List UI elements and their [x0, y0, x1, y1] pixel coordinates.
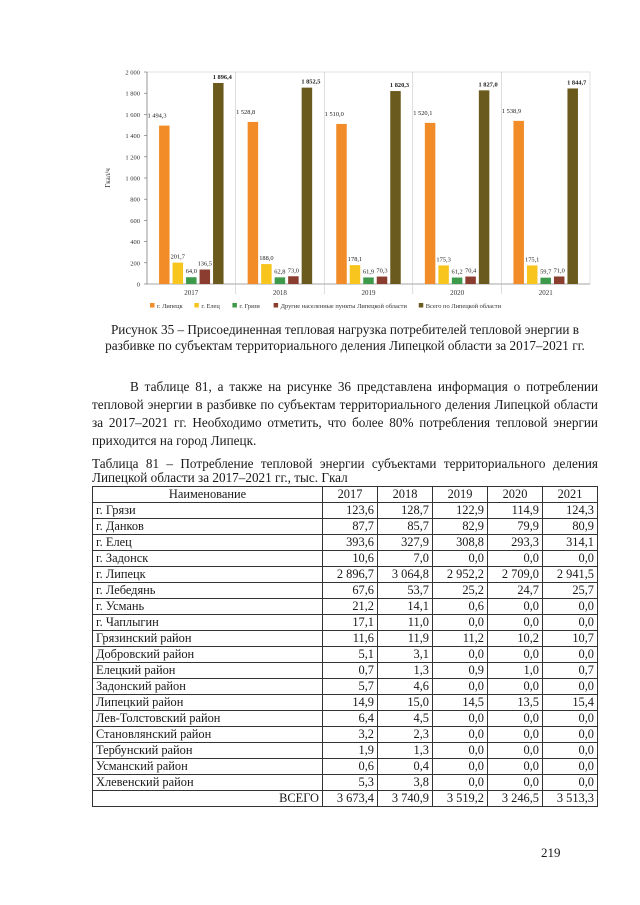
y-tick-label: 2 000	[125, 69, 140, 77]
bar	[425, 123, 436, 284]
cell-name: г. Липецк	[93, 567, 323, 583]
data-label: 70,3	[376, 267, 388, 275]
bar	[452, 278, 463, 284]
table-row	[93, 599, 598, 615]
cell-value: 0,0	[543, 599, 598, 615]
data-label: 1 852,5	[301, 78, 321, 86]
cell-value: 3 513,3	[543, 791, 598, 807]
x-tick-label: 2021	[538, 289, 553, 297]
cell-value: 79,9	[488, 519, 543, 535]
table-row	[93, 583, 598, 599]
cell-name: Елецкий район	[93, 663, 323, 679]
table-row	[93, 663, 598, 679]
cell-name: Становлянский район	[93, 727, 323, 743]
bar	[479, 90, 490, 284]
cell-value: 0,9	[433, 663, 488, 679]
legend-swatch	[194, 303, 199, 308]
cell-value: 15,0	[378, 695, 433, 711]
cell-name: Задонский район	[93, 679, 323, 695]
y-axis-label: Гкал/ч	[104, 168, 112, 188]
cell-value: 25,2	[433, 583, 488, 599]
cell-value: 14,1	[378, 599, 433, 615]
header-year: 2021	[543, 487, 598, 503]
data-label: 175,1	[525, 256, 540, 264]
cell-value: 0,7	[323, 663, 378, 679]
cell-value: 10,7	[543, 631, 598, 647]
legend-label: Другие населенные пункты Липецкой области	[280, 303, 407, 310]
data-label: 61,2	[451, 268, 463, 276]
table-row	[93, 711, 598, 727]
cell-name: Хлевенский район	[93, 775, 323, 791]
legend-swatch	[150, 303, 155, 308]
header-year: 2017	[323, 487, 378, 503]
cell-value: 0,0	[488, 599, 543, 615]
table-row	[93, 615, 598, 631]
bar	[540, 278, 551, 284]
cell-value: 0,0	[433, 727, 488, 743]
data-label: 59,7	[540, 268, 552, 276]
bar	[200, 270, 211, 284]
table-row	[93, 647, 598, 663]
page-number: 219	[541, 845, 561, 860]
cell-value: 0,0	[488, 743, 543, 759]
data-label: 201,7	[170, 253, 185, 261]
y-tick-label: 600	[130, 217, 140, 225]
cell-value: 2 952,2	[433, 567, 488, 583]
bar	[261, 264, 272, 284]
cell-value: 128,7	[378, 503, 433, 519]
header-name: Наименование	[93, 487, 323, 503]
header-year: 2020	[488, 487, 543, 503]
cell-value: 15,4	[543, 695, 598, 711]
cell-value: 293,3	[488, 535, 543, 551]
bar	[567, 88, 578, 284]
cell-value: 0,0	[488, 615, 543, 631]
table-total-row	[93, 791, 598, 807]
table-row	[93, 679, 598, 695]
bar	[336, 124, 347, 284]
cell-value: 0,7	[543, 663, 598, 679]
data-label: 73,0	[287, 267, 299, 275]
cell-value: 3 673,4	[323, 791, 378, 807]
data-label: 178,1	[347, 256, 363, 264]
x-tick-label: 2018	[272, 289, 287, 297]
data-label: 188,0	[259, 255, 274, 263]
cell-value: 5,7	[323, 679, 378, 695]
y-tick-label: 800	[130, 196, 140, 204]
bar	[390, 91, 401, 284]
bar	[275, 277, 286, 284]
cell-value: 0,0	[433, 743, 488, 759]
data-label: 62,8	[274, 268, 286, 276]
cell-value: 11,9	[378, 631, 433, 647]
cell-value: 1,0	[488, 663, 543, 679]
table-row	[93, 631, 598, 647]
cell-name: Добровский район	[93, 647, 323, 663]
bar	[288, 276, 299, 284]
data-label: 175,3	[436, 256, 451, 264]
cell-value: 0,0	[488, 711, 543, 727]
cell-value: 14,9	[323, 695, 378, 711]
legend-swatch	[232, 303, 237, 308]
bar	[363, 277, 374, 284]
cell-value: 0,0	[543, 743, 598, 759]
cell-name: Лев-Толстовский район	[93, 711, 323, 727]
bar	[465, 277, 476, 284]
cell-value: 0,6	[433, 599, 488, 615]
bar	[513, 121, 524, 284]
bar	[438, 265, 449, 284]
x-tick-label: 2019	[361, 289, 376, 297]
cell-value: 124,3	[543, 503, 598, 519]
bar	[159, 126, 170, 284]
y-tick-label: 1 800	[125, 90, 140, 98]
cell-value: 80,9	[543, 519, 598, 535]
data-label: 70,4	[465, 267, 477, 275]
table-header-row	[93, 487, 598, 503]
cell-value: 0,0	[488, 647, 543, 663]
cell-value: 10,6	[323, 551, 378, 567]
cell-value: 0,0	[488, 551, 543, 567]
bar	[213, 83, 224, 284]
cell-value: 0,0	[543, 775, 598, 791]
table-row	[93, 551, 598, 567]
cell-name: ВСЕГО	[93, 791, 323, 807]
cell-value: 0,0	[433, 679, 488, 695]
bar	[173, 263, 184, 284]
cell-value: 5,1	[323, 647, 378, 663]
legend-label: г. Грязи	[239, 303, 260, 310]
bar	[377, 277, 388, 284]
cell-value: 0,0	[433, 647, 488, 663]
cell-value: 24,7	[488, 583, 543, 599]
cell-name: г. Лебедянь	[93, 583, 323, 599]
cell-name: г. Усмань	[93, 599, 323, 615]
y-tick-label: 400	[130, 239, 140, 247]
cell-value: 67,6	[323, 583, 378, 599]
consumption-table	[92, 486, 598, 807]
cell-value: 6,4	[323, 711, 378, 727]
table-caption: Таблица 81 – Потребление тепловой энергии субъектами территориального деления Липецкой области за 2017–2021 гг., тыс. Гкал	[92, 456, 598, 485]
cell-value: 327,9	[378, 535, 433, 551]
cell-value: 0,0	[433, 775, 488, 791]
cell-value: 0,0	[433, 711, 488, 727]
data-label: 1 494,3	[147, 112, 167, 120]
cell-value: 2 941,5	[543, 567, 598, 583]
table-row	[93, 519, 598, 535]
cell-value: 3 246,5	[488, 791, 543, 807]
cell-name: Грязинский район	[93, 631, 323, 647]
cell-value: 0,4	[378, 759, 433, 775]
cell-value: 85,7	[378, 519, 433, 535]
cell-value: 0,0	[543, 679, 598, 695]
cell-value: 53,7	[378, 583, 433, 599]
cell-value: 0,0	[543, 711, 598, 727]
legend-label: г. Липецк	[157, 303, 183, 310]
table-row	[93, 567, 598, 583]
cell-name: г. Грязи	[93, 503, 323, 519]
cell-value: 4,5	[378, 711, 433, 727]
cell-value: 308,8	[433, 535, 488, 551]
cell-value: 1,9	[323, 743, 378, 759]
cell-value: 3 064,8	[378, 567, 433, 583]
cell-value: 393,6	[323, 535, 378, 551]
cell-value: 122,9	[433, 503, 488, 519]
bar-chart	[92, 62, 592, 312]
data-label: 1 538,9	[501, 107, 522, 115]
legend-label: г. Елец	[201, 303, 220, 310]
cell-value: 0,0	[543, 615, 598, 631]
data-label: 61,9	[362, 268, 375, 276]
cell-value: 0,0	[488, 759, 543, 775]
legend-swatch	[274, 303, 279, 308]
cell-name: г. Данков	[93, 519, 323, 535]
cell-value: 11,2	[433, 631, 488, 647]
header-year: 2019	[433, 487, 488, 503]
table-row	[93, 759, 598, 775]
cell-value: 0,0	[543, 647, 598, 663]
bar	[186, 277, 197, 284]
cell-name: Усманский район	[93, 759, 323, 775]
data-label: 1 844,7	[567, 79, 587, 87]
cell-value: 11,6	[323, 631, 378, 647]
cell-name: г. Задонск	[93, 551, 323, 567]
cell-value: 314,1	[543, 535, 598, 551]
cell-value: 2 896,7	[323, 567, 378, 583]
cell-value: 4,6	[378, 679, 433, 695]
bar	[350, 265, 361, 284]
cell-value: 0,6	[323, 759, 378, 775]
body-paragraph: В таблице 81, а также на рисунке 36 представлена информация о потреблении тепловой энергии в разбивке по субъектам территориального деления Липецкой области за 2017–2021 гг. Необходимо отметить, что более 80% потребления тепловой энергии приходится на город Липецк.	[92, 379, 598, 448]
cell-value: 0,0	[543, 727, 598, 743]
bar	[527, 265, 538, 284]
cell-name: Тербунский район	[93, 743, 323, 759]
figure-caption: Рисунок 35 – Присоединенная тепловая нагрузка потребителей тепловой энергии в разбивке по субъектам территориального деления Липецкой области за 2017–2021 гг.	[105, 322, 585, 353]
data-label: 1 896,4	[212, 73, 232, 81]
cell-value: 3 740,9	[378, 791, 433, 807]
x-tick-label: 2020	[450, 289, 465, 297]
cell-value: 3,8	[378, 775, 433, 791]
cell-value: 1,3	[378, 743, 433, 759]
bar	[248, 122, 259, 284]
header-year: 2018	[378, 487, 433, 503]
cell-value: 13,5	[488, 695, 543, 711]
cell-value: 123,6	[323, 503, 378, 519]
cell-value: 82,9	[433, 519, 488, 535]
table-row	[93, 743, 598, 759]
y-tick-label: 1 000	[125, 175, 140, 183]
table-row	[93, 503, 598, 519]
cell-value: 0,0	[488, 775, 543, 791]
data-label: 1 528,8	[236, 108, 256, 116]
cell-value: 2,3	[378, 727, 433, 743]
cell-value: 0,0	[488, 727, 543, 743]
cell-value: 0,0	[433, 551, 488, 567]
cell-value: 5,3	[323, 775, 378, 791]
y-tick-label: 0	[136, 281, 140, 289]
data-label: 1 520,1	[413, 109, 433, 117]
cell-value: 14,5	[433, 695, 488, 711]
cell-value: 0,0	[543, 759, 598, 775]
cell-value: 1,3	[378, 663, 433, 679]
cell-value: 0,0	[433, 759, 488, 775]
table-row	[93, 775, 598, 791]
cell-value: 25,7	[543, 583, 598, 599]
table-row	[93, 695, 598, 711]
y-tick-label: 1 200	[125, 154, 140, 162]
data-label: 136,5	[197, 260, 212, 268]
x-tick-label: 2017	[184, 289, 199, 297]
table-row	[93, 727, 598, 743]
bar	[554, 276, 565, 284]
cell-value: 0,0	[488, 679, 543, 695]
data-label: 64,0	[185, 268, 197, 276]
y-tick-label: 1 600	[125, 111, 140, 119]
cell-name: Липецкий район	[93, 695, 323, 711]
cell-value: 11,0	[378, 615, 433, 631]
data-label: 71,0	[553, 267, 565, 275]
cell-value: 10,2	[488, 631, 543, 647]
bar	[302, 88, 313, 284]
cell-value: 3,2	[323, 727, 378, 743]
legend-swatch	[419, 303, 424, 308]
cell-value: 17,1	[323, 615, 378, 631]
legend-label: Всего по Липецкой области	[425, 303, 502, 310]
data-label: 1 827,0	[478, 81, 498, 89]
cell-value: 3,1	[378, 647, 433, 663]
cell-value: 2 709,0	[488, 567, 543, 583]
data-label: 1 510,0	[324, 110, 344, 118]
y-tick-label: 1 400	[125, 133, 140, 141]
table-row	[93, 535, 598, 551]
cell-value: 21,2	[323, 599, 378, 615]
y-tick-label: 200	[130, 260, 140, 268]
cell-name: г. Чаплыгин	[93, 615, 323, 631]
cell-value: 87,7	[323, 519, 378, 535]
cell-value: 114,9	[488, 503, 543, 519]
data-label: 1 820,3	[389, 82, 410, 90]
cell-name: г. Елец	[93, 535, 323, 551]
cell-value: 0,0	[543, 551, 598, 567]
cell-value: 0,0	[433, 615, 488, 631]
cell-value: 7,0	[378, 551, 433, 567]
cell-value: 3 519,2	[433, 791, 488, 807]
